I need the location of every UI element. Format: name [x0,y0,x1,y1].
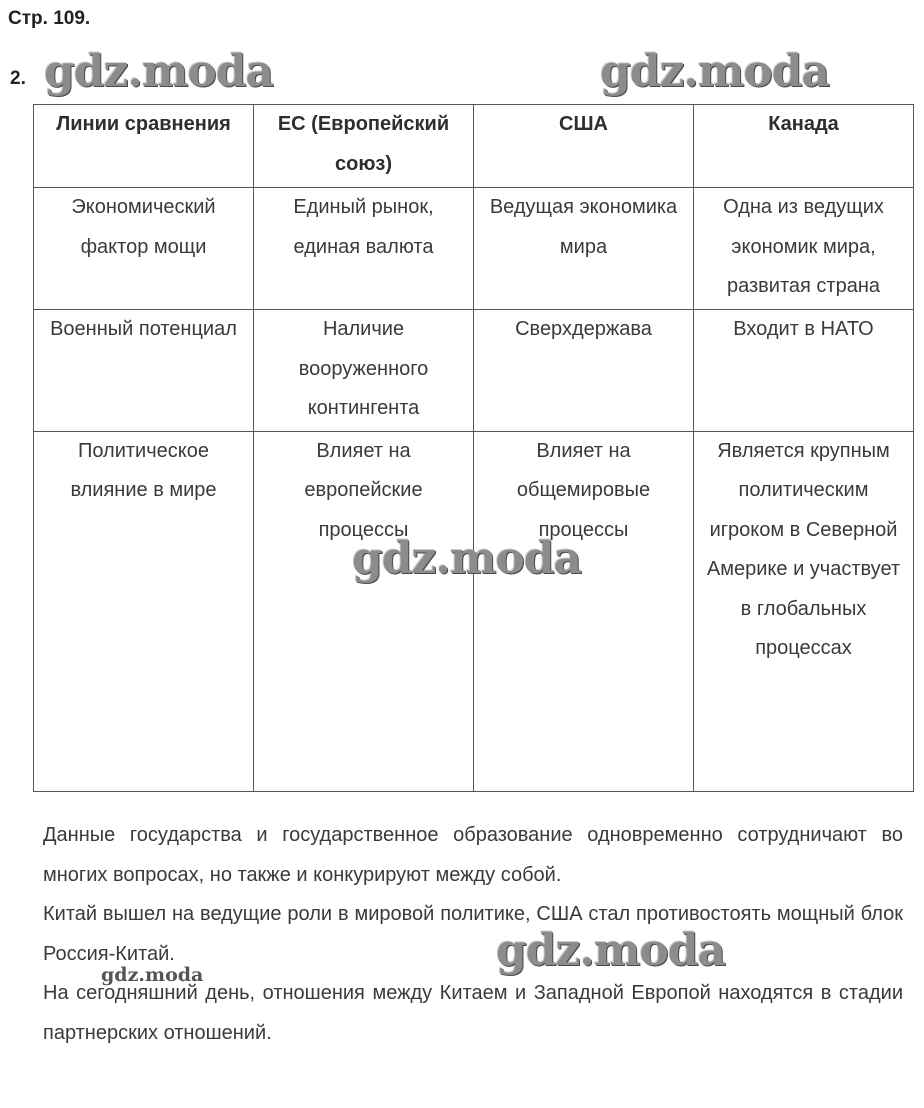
answer-text [43,816,903,1053]
table-row [34,310,914,432]
paragraph: Китай вышел на ведущие роли в мировой политике, США стал противостоять мощный блок Россия-Китай. [43,903,903,965]
table-cell: Политическое влияние в мире [34,431,254,791]
table-cell: Наличие вооруженного контингента [254,310,474,432]
page-reference: Стр. 109. [8,8,91,29]
table-cell: Входит в НАТО [694,310,914,432]
comparison-table [33,104,914,792]
table-cell: Влияет на европейские процессы [254,431,474,791]
watermark-logo: gdz.moda [496,925,726,976]
table-cell: Экономический фактор мощи [34,188,254,310]
watermark-logo: gdz.moda [44,46,274,97]
table-header-row [34,105,914,188]
table-cell: Является крупным политическим игроком в Северной Америке и участвует в глобальных процессах [694,431,914,791]
table-row [34,188,914,310]
watermark-logo: gdz.moda [352,533,582,584]
header-cell-criteria: Линии сравнения [34,105,254,188]
table-cell: Военный потенциал [34,310,254,432]
watermark-logo: gdz.moda [600,46,830,97]
watermark-logo-small: gdz.moda [101,964,204,986]
paragraph: На сегодняшний день, отношения между Китаем и Западной Европой находятся в стадии партнерских отношений. [43,982,903,1044]
paragraph: Данные государства и государственное образование одновременно сотрудничают во многих вопросах, но также и конкурируют между собой. [43,824,903,886]
table-row [34,431,914,791]
table-cell: Единый рынок, единая валюта [254,188,474,310]
header-cell-usa: США [474,105,694,188]
table-cell: Сверхдержава [474,310,694,432]
header-cell-canada: Канада [694,105,914,188]
task-number: 2. [10,68,26,89]
table-cell: Одна из ведущих экономик мира, развитая страна [694,188,914,310]
table-cell: Ведущая экономика мира [474,188,694,310]
header-cell-eu: ЕС (Европейский союз) [254,105,474,188]
table-cell: Влияет на общемировые процессы [474,431,694,791]
